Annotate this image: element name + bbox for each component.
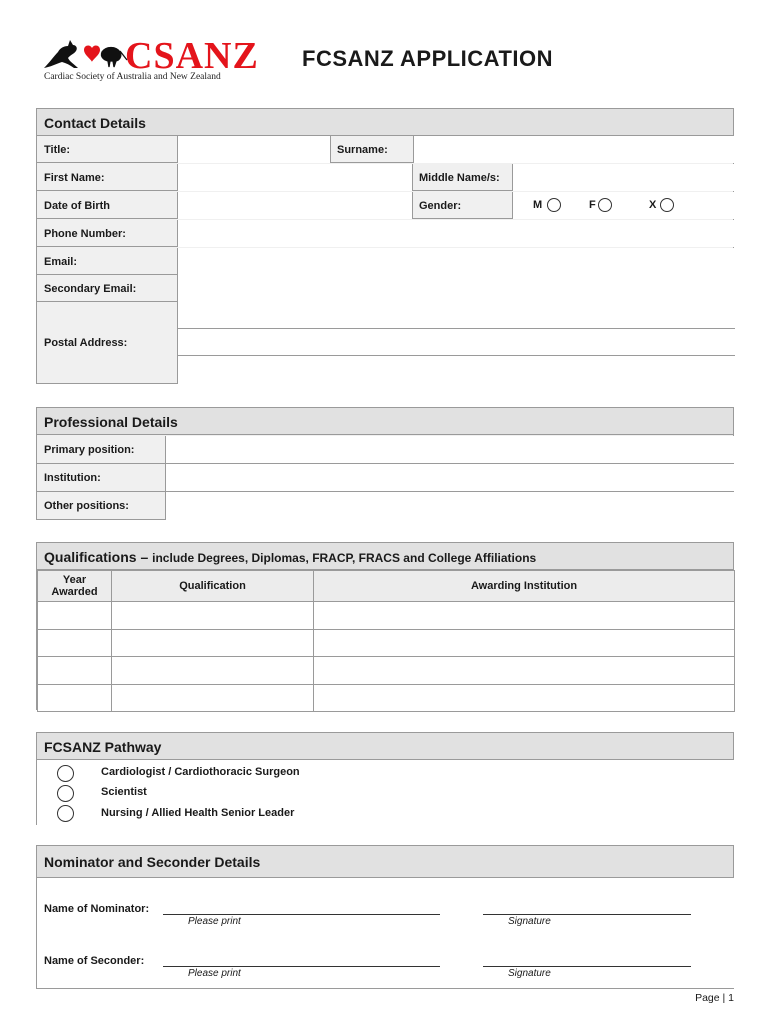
- email-input[interactable]: [177, 248, 735, 275]
- postal-address-row: [37, 302, 733, 384]
- other-positions-input[interactable]: [165, 492, 735, 520]
- qualifications-table: [37, 570, 735, 712]
- logo-wordmark: CSANZ: [125, 35, 259, 77]
- qualifications-heading: [37, 543, 733, 570]
- institution-cell[interactable]: [314, 629, 735, 657]
- professional-details-section: [36, 407, 734, 520]
- institution-label: Institution:: [44, 472, 101, 484]
- email-label: Email:: [44, 256, 78, 268]
- title-surname-row: [37, 136, 733, 163]
- primary-position-input[interactable]: [165, 436, 735, 463]
- gender-x-label: X: [649, 199, 657, 211]
- page-number: Page | 1: [695, 992, 734, 1004]
- pathway-nursing-label: Nursing / Allied Health Senior Leader: [101, 807, 295, 819]
- pathway-cardiologist-label: Cardiologist / Cardiothoracic Surgeon: [101, 766, 300, 778]
- page-title: FCSANZ APPLICATION: [302, 46, 553, 71]
- institution-input[interactable]: [165, 464, 735, 491]
- year-cell[interactable]: [38, 629, 112, 657]
- seconder-signature-line[interactable]: [483, 966, 691, 967]
- nominator-label: Name of Nominator:: [44, 903, 150, 915]
- institution-cell[interactable]: [314, 602, 735, 630]
- institution-row: [37, 464, 733, 492]
- middle-name-input[interactable]: [512, 164, 735, 191]
- postal-address-label: Postal Address:: [44, 337, 128, 349]
- page-header: [40, 30, 740, 90]
- nominator-signature-line[interactable]: [483, 914, 691, 915]
- dob-input[interactable]: [177, 192, 413, 219]
- csanz-logo: [40, 36, 280, 86]
- qualifications-header-row: [38, 571, 735, 602]
- title-input[interactable]: [177, 136, 331, 163]
- qualification-cell[interactable]: [112, 629, 314, 657]
- qualification-cell[interactable]: [112, 684, 314, 712]
- professional-details-heading: Professional Details: [37, 408, 733, 435]
- awarding-institution-header: Awarding Institution: [314, 571, 735, 602]
- year-cell[interactable]: [38, 602, 112, 630]
- gender-m-radio[interactable]: [547, 198, 561, 212]
- contact-details-heading: Contact Details: [37, 109, 733, 136]
- first-name-label: First Name:: [44, 172, 105, 184]
- seconder-label: Name of Seconder:: [44, 955, 145, 967]
- secondary-email-row: [37, 275, 733, 302]
- table-row: [38, 657, 735, 685]
- pathway-section: [36, 732, 734, 825]
- kangaroo-kiwi-heart-icon: [40, 36, 128, 72]
- title-label: Title:: [44, 144, 71, 156]
- email-row: [37, 248, 733, 275]
- seconder-print-hint: Please print: [188, 968, 241, 979]
- middle-name-label: Middle Name/s:: [419, 172, 500, 184]
- qualifications-heading-main: Qualifications –: [44, 549, 149, 565]
- year-cell[interactable]: [38, 657, 112, 685]
- phone-label: Phone Number:: [44, 228, 126, 240]
- phone-row: [37, 220, 733, 247]
- dob-gender-row: [37, 192, 733, 219]
- pathway-cardiologist-radio[interactable]: [57, 765, 74, 782]
- postal-address-line-3[interactable]: [177, 356, 735, 384]
- surname-input[interactable]: [413, 136, 735, 163]
- nominator-section: [36, 845, 734, 989]
- table-row: [38, 684, 735, 712]
- nominator-signature-hint: Signature: [508, 916, 551, 927]
- gender-options: [512, 192, 735, 219]
- nominator-print-hint: Please print: [188, 916, 241, 927]
- gender-x-radio[interactable]: [660, 198, 674, 212]
- logo-subtitle: Cardiac Society of Australia and New Zealand: [44, 72, 221, 82]
- seconder-signature-hint: Signature: [508, 968, 551, 979]
- pathway-nursing-radio[interactable]: [57, 805, 74, 822]
- gender-f-radio[interactable]: [598, 198, 612, 212]
- qualifications-heading-sub: include Degrees, Diplomas, FRACP, FRACS and College Affiliations: [152, 551, 537, 565]
- institution-cell[interactable]: [314, 657, 735, 685]
- qualification-cell[interactable]: [112, 657, 314, 685]
- other-positions-row: [37, 492, 733, 520]
- primary-position-label: Primary position:: [44, 444, 135, 456]
- secondary-email-label: Secondary Email:: [44, 283, 137, 295]
- year-cell[interactable]: [38, 684, 112, 712]
- table-row: [38, 602, 735, 630]
- qualifications-section: [36, 542, 734, 710]
- postal-address-line-2[interactable]: [177, 329, 735, 356]
- nominator-name-line[interactable]: [163, 914, 440, 915]
- gender-label: Gender:: [419, 200, 462, 212]
- primary-position-row: [37, 436, 733, 464]
- seconder-name-line[interactable]: [163, 966, 440, 967]
- surname-label: Surname:: [337, 144, 388, 156]
- first-middle-name-row: [37, 164, 733, 191]
- postal-address-line-1[interactable]: [177, 302, 735, 329]
- qualification-header: Qualification: [112, 571, 314, 602]
- table-row: [38, 629, 735, 657]
- pathway-heading: FCSANZ Pathway: [37, 733, 733, 760]
- gender-f-label: F: [589, 199, 596, 211]
- gender-m-label: M: [533, 199, 543, 211]
- phone-input[interactable]: [177, 220, 735, 247]
- institution-cell[interactable]: [314, 684, 735, 712]
- nominator-heading: Nominator and Seconder Details: [37, 846, 733, 878]
- dob-label: Date of Birth: [44, 200, 110, 212]
- pathway-scientist-label: Scientist: [101, 786, 147, 798]
- pathway-scientist-radio[interactable]: [57, 785, 74, 802]
- pathway-options: [37, 760, 735, 826]
- secondary-email-input[interactable]: [177, 275, 735, 302]
- first-name-input[interactable]: [177, 164, 413, 191]
- contact-details-section: [36, 108, 734, 384]
- qualification-cell[interactable]: [112, 602, 314, 630]
- other-positions-label: Other positions:: [44, 500, 129, 512]
- nominator-body: [37, 878, 735, 988]
- year-awarded-header: Year Awarded: [38, 571, 112, 602]
